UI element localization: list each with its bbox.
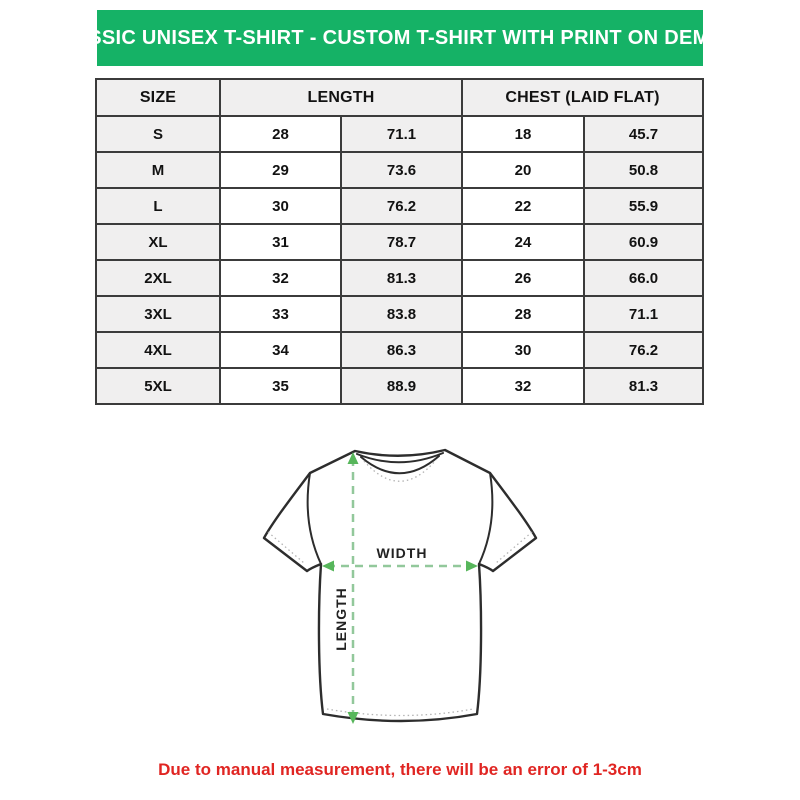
page-title: CLASSIC UNISEX T-SHIRT - CUSTOM T-SHIRT WITH PRINT ON DEMAND xyxy=(46,26,754,49)
cell-length-cm: 71.1 xyxy=(341,116,462,152)
size-table-header xyxy=(96,79,703,116)
cell-chest-in: 20 xyxy=(462,152,584,188)
table-row xyxy=(96,260,703,296)
cell-length-in: 31 xyxy=(220,224,341,260)
cell-length-in: 29 xyxy=(220,152,341,188)
col-header-length: LENGTH xyxy=(220,79,462,116)
cell-size: XL xyxy=(96,224,220,260)
cell-chest-cm: 71.1 xyxy=(584,296,703,332)
width-label: WIDTH xyxy=(376,545,428,561)
cell-chest-cm: 60.9 xyxy=(584,224,703,260)
cell-size: 2XL xyxy=(96,260,220,296)
cell-length-cm: 81.3 xyxy=(341,260,462,296)
table-row xyxy=(96,152,703,188)
table-row xyxy=(96,296,703,332)
cell-chest-in: 24 xyxy=(462,224,584,260)
table-row xyxy=(96,188,703,224)
tshirt-drawing xyxy=(250,428,550,742)
cell-chest-in: 30 xyxy=(462,332,584,368)
cell-length-cm: 76.2 xyxy=(341,188,462,224)
cell-chest-in: 26 xyxy=(462,260,584,296)
cell-length-in: 34 xyxy=(220,332,341,368)
cell-length-cm: 73.6 xyxy=(341,152,462,188)
tshirt-outline xyxy=(264,450,536,721)
cell-chest-in: 28 xyxy=(462,296,584,332)
cell-size: 4XL xyxy=(96,332,220,368)
cell-size: S xyxy=(96,116,220,152)
cell-size: M xyxy=(96,152,220,188)
cell-chest-cm: 76.2 xyxy=(584,332,703,368)
cell-length-cm: 86.3 xyxy=(341,332,462,368)
size-table xyxy=(95,78,704,405)
cell-chest-cm: 55.9 xyxy=(584,188,703,224)
cell-chest-cm: 50.8 xyxy=(584,152,703,188)
col-header-size: SIZE xyxy=(96,79,220,116)
length-label: LENGTH xyxy=(333,587,349,651)
cell-size: 5XL xyxy=(96,368,220,404)
cell-length-in: 35 xyxy=(220,368,341,404)
table-row xyxy=(96,368,703,404)
cell-length-cm: 78.7 xyxy=(341,224,462,260)
table-row xyxy=(96,116,703,152)
cell-length-in: 30 xyxy=(220,188,341,224)
header-row xyxy=(96,79,703,116)
table-row xyxy=(96,332,703,368)
cell-length-cm: 88.9 xyxy=(341,368,462,404)
measurement-note: Due to manual measurement, there will be an error of 1-3cm xyxy=(158,760,642,779)
tshirt-diagram xyxy=(250,428,550,742)
cell-size: L xyxy=(96,188,220,224)
banner xyxy=(46,10,754,66)
table-row xyxy=(96,224,703,260)
cell-length-in: 33 xyxy=(220,296,341,332)
col-header-chest: CHEST (LAID FLAT) xyxy=(462,79,703,116)
cell-length-in: 32 xyxy=(220,260,341,296)
cell-chest-in: 18 xyxy=(462,116,584,152)
size-table-body xyxy=(96,116,703,404)
cell-chest-in: 32 xyxy=(462,368,584,404)
cell-length-in: 28 xyxy=(220,116,341,152)
cell-chest-in: 22 xyxy=(462,188,584,224)
cell-chest-cm: 66.0 xyxy=(584,260,703,296)
cell-chest-cm: 81.3 xyxy=(584,368,703,404)
cell-chest-cm: 45.7 xyxy=(584,116,703,152)
cell-size: 3XL xyxy=(96,296,220,332)
cell-length-cm: 83.8 xyxy=(341,296,462,332)
